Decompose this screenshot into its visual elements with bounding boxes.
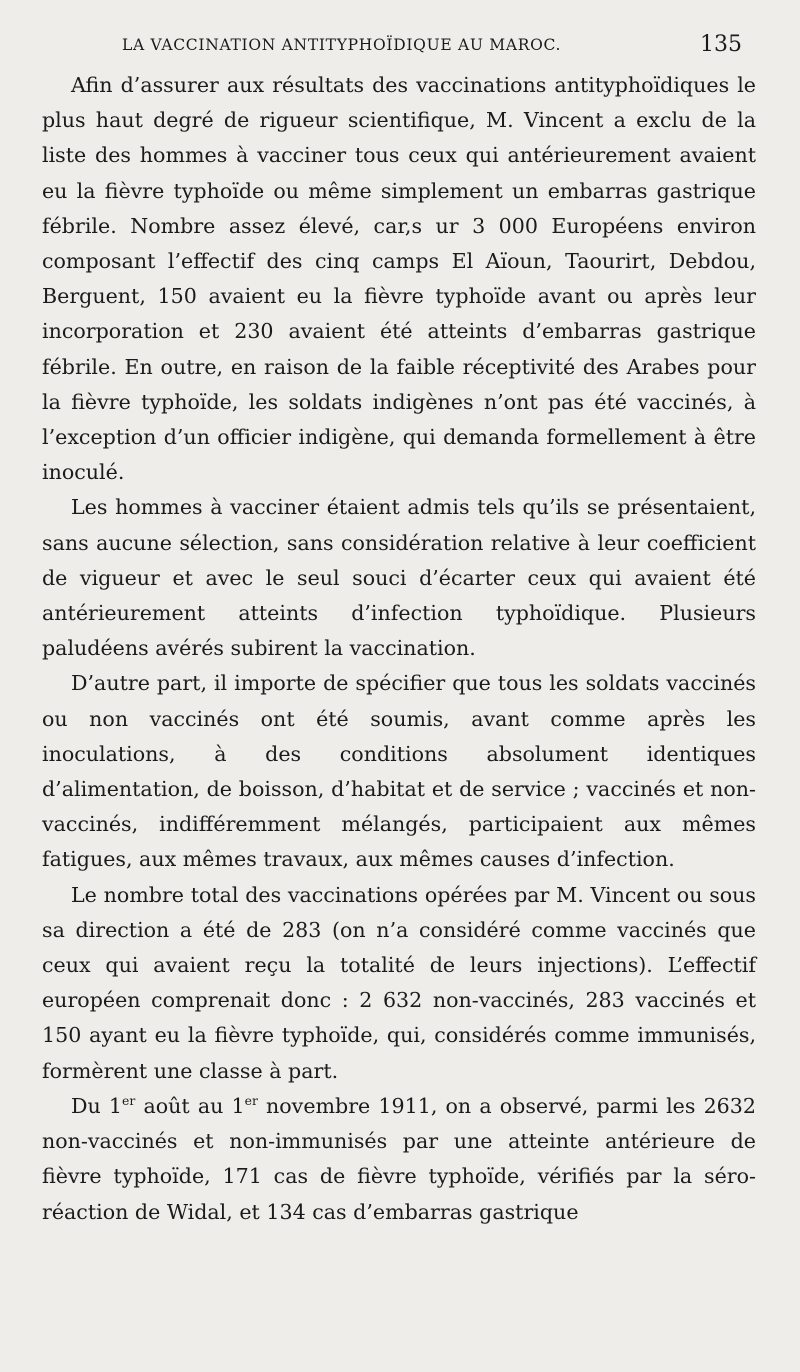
ordinal-superscript: er (244, 1094, 258, 1109)
page-header (42, 30, 756, 64)
page-number: 135 (700, 32, 742, 57)
running-title: LA VACCINATION ANTITYPHOÏDIQUE AU MAROC. (122, 36, 562, 54)
paragraph: Les hommes à vacciner étaient admis tels qu’ils se présentaient, sans aucune sélection, sans considération relative à leur coefficient de vigueur et avec le seul souci d’écarter ceux qui avaient été antérieurement atteints d’infection typhoïdique. Plusieurs paludéens avérés subirent la vaccination. (42, 495, 756, 661)
paragraph: Afin d’assurer aux résultats des vaccinations antityphoïdiques le plus haut degré de rigueur scientifique, M. Vincent a exclu de la liste des hommes à vacciner tous ceux qui antérieurement avaient eu la fièvre typhoïde ou même simplement un embarras gastrique fébrile. Nombre assez élevé, car,s ur 3 000 Européens environ composant l’effectif des cinq camps El Aïoun, Taourirt, Debdou, Berguent, 150 avaient eu la fièvre typhoïde avant ou après leur incorporation et 230 avaient été atteints d’embarras gastrique fébrile. En outre, en raison de la faible réceptivité des Arabes pour la fièvre typhoïde, les soldats indigènes n’ont pas été vaccinés, à l’exception d’un officier indigène, qui demanda formellement à être inoculé. (42, 73, 756, 485)
text-run: août au 1 (135, 1093, 245, 1118)
text-run: novembre 1911, on a observé, parmi les 2632 non-vaccinés et non-immunisés par une atteinte antérieure de fièvre typhoïde, 171 cas de fièvre typhoïde, vérifiés par la séro-réaction de Widal, et 134 cas d’embarras gastrique (42, 1093, 756, 1224)
paragraph: D’autre part, il importe de spécifier que tous les soldats vaccinés ou non vaccinés ont été soumis, avant comme après les inoculations, à des conditions absolument identiques d’alimentation, de boisson, d’habitat et de service ; vaccinés et non-vaccinés, indifféremment mélangés, participaient aux mêmes fatigues, aux mêmes travaux, aux mêmes causes d’infection. (42, 671, 756, 872)
text-run: Du 1 (71, 1093, 123, 1118)
body-text (42, 68, 756, 1230)
paragraph: Le nombre total des vaccinations opérées par M. Vincent ou sous sa direction a été de 283 (on n’a considéré comme vaccinés que ceux qui avaient reçu la totalité de leurs injections). L’effectif européen comprenait donc : 2 632 non-vaccinés, 283 vaccinés et 150 ayant eu la fièvre typhoïde, qui, considérés comme immunisés, formèrent une classe à part. (42, 882, 756, 1083)
ordinal-superscript: er (122, 1094, 136, 1109)
paragraph-last (42, 1089, 756, 1230)
